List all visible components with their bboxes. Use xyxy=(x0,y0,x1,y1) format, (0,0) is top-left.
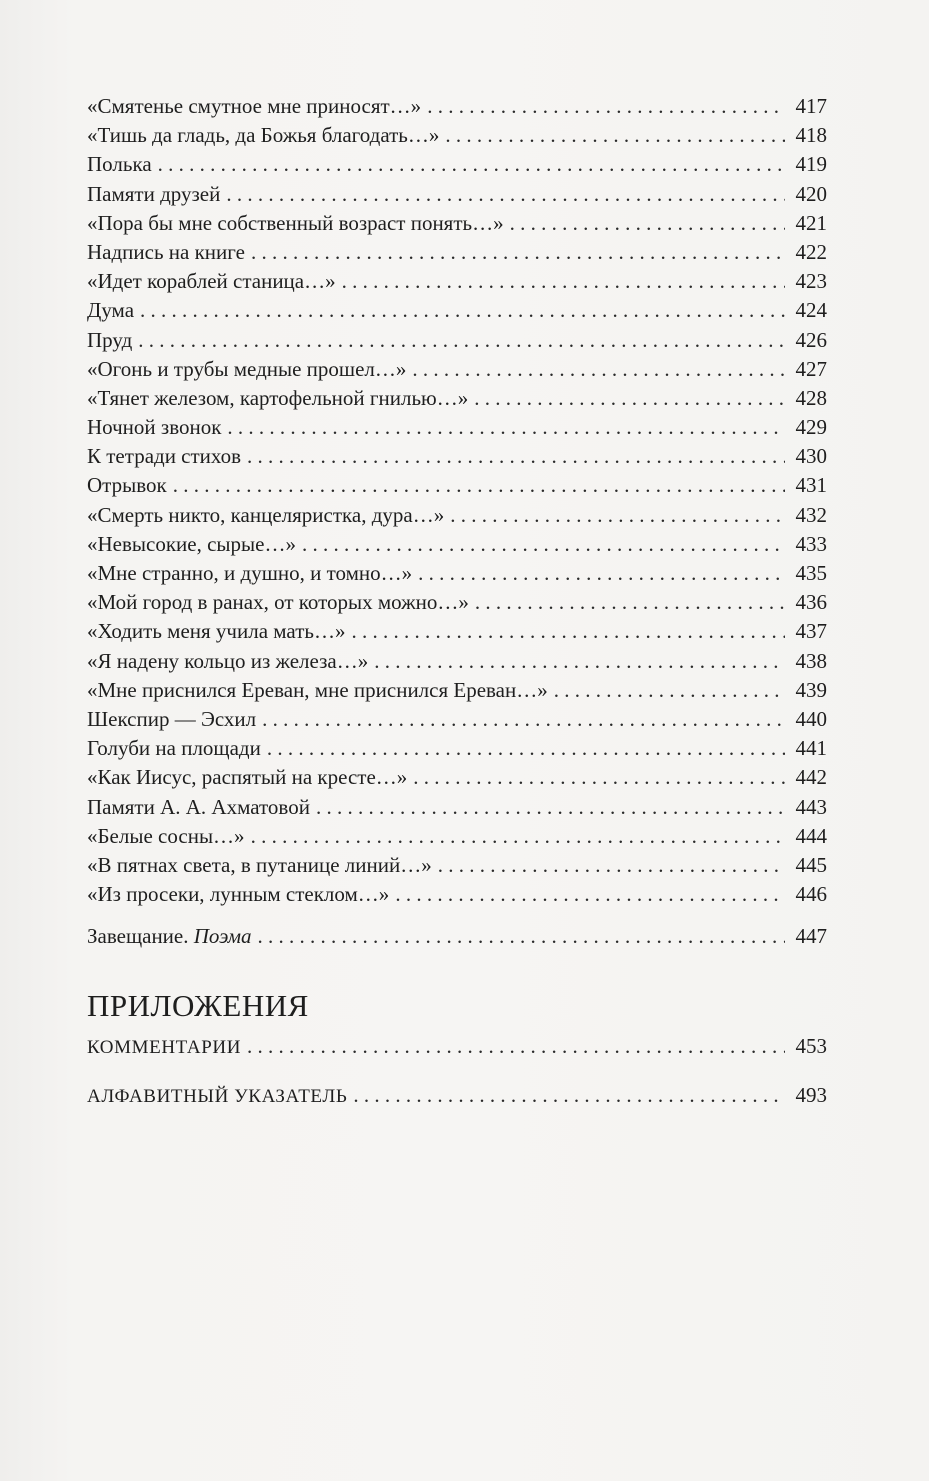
toc-entry-title: Памяти А. А. Ахматовой xyxy=(87,794,310,819)
dot-leader xyxy=(342,267,785,296)
dot-leader xyxy=(438,851,785,880)
toc-entry-page: 446 xyxy=(795,882,827,907)
toc-entry xyxy=(87,180,827,209)
toc-entry-title: Ночной звонок xyxy=(87,415,222,440)
toc-entry-page: 420 xyxy=(795,181,827,206)
toc-entry-title: КОММЕНТАРИИ xyxy=(87,1037,242,1059)
toc-entry-list xyxy=(87,92,827,909)
toc-entry xyxy=(87,296,827,325)
toc-entry xyxy=(87,705,827,734)
toc-entry-page: 444 xyxy=(795,823,827,848)
toc-entry-page: 439 xyxy=(795,677,827,702)
dot-leader xyxy=(251,822,785,851)
toc-entry-title: «Идет кораблей станица…» xyxy=(87,269,336,294)
toc-entry-page: 417 xyxy=(795,94,827,118)
dot-leader xyxy=(262,705,785,734)
dot-leader xyxy=(247,1031,785,1061)
toc-entry-page: 422 xyxy=(795,239,827,264)
toc-entry xyxy=(87,442,827,471)
toc-entry-page: 440 xyxy=(795,706,827,731)
dot-leader xyxy=(140,296,785,325)
dot-leader xyxy=(258,922,786,951)
toc-entry-commentary xyxy=(87,1031,827,1061)
dot-leader xyxy=(302,530,785,559)
toc-entry-page: 424 xyxy=(795,298,827,323)
toc-entry-page: 418 xyxy=(795,123,827,148)
toc-entry xyxy=(87,471,827,500)
toc-entry xyxy=(87,734,827,763)
dot-leader xyxy=(427,92,785,121)
toc-entry-title: К тетради стихов xyxy=(87,444,242,469)
dot-leader xyxy=(251,238,785,267)
toc-entry-page: 431 xyxy=(795,473,827,498)
toc-entry xyxy=(87,150,827,179)
toc-entry-page: 426 xyxy=(795,327,827,352)
toc-entry-page: 442 xyxy=(795,765,827,790)
toc-entry-title: Полька xyxy=(87,152,152,177)
toc-entry xyxy=(87,238,827,267)
dot-leader xyxy=(351,617,785,646)
toc-entry-title: «Тишь да гладь, да Божья благодать…» xyxy=(87,123,440,148)
toc-entry-page: 423 xyxy=(795,269,827,294)
toc-entry-title: «Тянет железом, картофельной гнилью…» xyxy=(87,385,469,410)
toc-entry xyxy=(87,676,827,705)
toc-entry xyxy=(87,384,827,413)
dot-leader xyxy=(353,1080,785,1110)
toc-entry-title: Отрывок xyxy=(87,473,167,498)
dot-leader xyxy=(226,180,785,209)
toc-entry-title: «Как Иисус, распятый на кресте…» xyxy=(87,765,408,790)
toc-entry-page: 437 xyxy=(795,619,827,644)
toc-entry-title: «Пора бы мне собственный возраст понять…» xyxy=(87,210,504,235)
toc-entry xyxy=(87,530,827,559)
toc-entry-page: 433 xyxy=(795,531,827,556)
toc-entry-page: 427 xyxy=(795,356,827,381)
toc-entry-title: «Мне странно, и душно, и томно…» xyxy=(87,561,413,585)
toc-entry xyxy=(87,793,827,822)
dot-leader xyxy=(138,326,785,355)
toc-entry-title: АЛФАВИТНЫЙ УКАЗАТЕЛЬ xyxy=(87,1086,348,1108)
toc-entry-title: «Мне приснился Ереван, мне приснился Ереван…» xyxy=(87,677,548,702)
toc-entry-title: Памяти друзей xyxy=(87,181,221,206)
toc-entry-title: «Невысокие, сырые…» xyxy=(87,531,296,556)
dot-leader xyxy=(173,471,785,500)
toc-entry-title: Голуби на площади xyxy=(87,736,261,761)
appendix-heading: ПРИЛОЖЕНИЯ xyxy=(87,988,309,1024)
toc-entry-title: Завещание. Поэма xyxy=(87,924,252,949)
toc-entry xyxy=(87,617,827,646)
dot-leader xyxy=(474,384,785,413)
toc-entry-page: 435 xyxy=(795,561,827,585)
dot-leader xyxy=(445,121,785,150)
toc-entry-title: Надпись на книге xyxy=(87,239,245,264)
toc-entry-poem xyxy=(87,922,827,951)
dot-leader xyxy=(374,647,785,676)
toc-entry-page: 438 xyxy=(795,648,827,673)
dot-leader xyxy=(510,209,785,238)
toc-entry-page: 441 xyxy=(795,736,827,761)
dot-leader xyxy=(247,442,785,471)
toc-entry-page: 430 xyxy=(795,444,827,469)
toc-entry-page: 419 xyxy=(795,152,827,177)
dot-leader xyxy=(412,355,785,384)
toc-entry-title: «Ходить меня учила мать…» xyxy=(87,619,346,644)
toc-entry-title: «Из просеки, лунным стеклом…» xyxy=(87,882,390,907)
toc-entry xyxy=(87,851,827,880)
toc-entry-title: «Белые сосны…» xyxy=(87,823,245,848)
toc-entry-page: 429 xyxy=(795,415,827,440)
toc-entry xyxy=(87,559,827,588)
dot-leader xyxy=(316,793,785,822)
toc-entry-page: 421 xyxy=(795,210,827,235)
toc-entry xyxy=(87,92,827,121)
toc-entry-page: 445 xyxy=(795,852,827,877)
toc-entry-page: 447 xyxy=(795,924,827,949)
toc-entry-title: «Я надену кольцо из железа…» xyxy=(87,648,369,673)
dot-leader xyxy=(413,763,785,792)
spacer xyxy=(87,1061,827,1080)
toc-entry-title: «Мой город в ранах, от которых можно…» xyxy=(87,590,469,615)
toc-entry-title: Шекспир — Эсхил xyxy=(87,706,257,731)
toc-entry xyxy=(87,501,827,530)
toc-entry-page: 453 xyxy=(795,1034,827,1059)
toc-entry xyxy=(87,880,827,909)
spacer xyxy=(87,909,827,922)
toc-entry xyxy=(87,267,827,296)
toc-entry-page: 443 xyxy=(795,794,827,819)
dot-leader xyxy=(158,150,785,179)
toc-entry-title: Дума xyxy=(87,298,135,323)
dot-leader xyxy=(554,676,785,705)
dot-leader xyxy=(395,880,785,909)
toc-entry xyxy=(87,326,827,355)
toc-entry-title: Пруд xyxy=(87,327,133,352)
dot-leader xyxy=(267,734,785,763)
toc-entry xyxy=(87,209,827,238)
toc-entry-title: «Огонь и трубы медные прошел…» xyxy=(87,356,407,381)
dot-leader xyxy=(450,501,785,530)
toc-entry xyxy=(87,588,827,617)
toc-entry-title: «Смятенье смутное мне приносят…» xyxy=(87,94,422,118)
toc-entry-page: 436 xyxy=(795,590,827,615)
dot-leader xyxy=(418,559,785,588)
dot-leader xyxy=(475,588,785,617)
toc-entry xyxy=(87,647,827,676)
toc-entry-page: 432 xyxy=(795,502,827,527)
toc-entry-title: «Смерть никто, канцеляристка, дура…» xyxy=(87,502,445,527)
toc-entry xyxy=(87,763,827,792)
toc-entry xyxy=(87,355,827,384)
toc-entry xyxy=(87,121,827,150)
table-of-contents xyxy=(87,92,827,1110)
dot-leader xyxy=(227,413,785,442)
toc-entry-page: 428 xyxy=(795,385,827,410)
toc-entry-page: 493 xyxy=(795,1083,827,1108)
toc-entry-index xyxy=(87,1080,827,1110)
toc-entry xyxy=(87,822,827,851)
toc-entry xyxy=(87,413,827,442)
toc-entry-title: «В пятнах света, в путанице линий…» xyxy=(87,852,432,877)
